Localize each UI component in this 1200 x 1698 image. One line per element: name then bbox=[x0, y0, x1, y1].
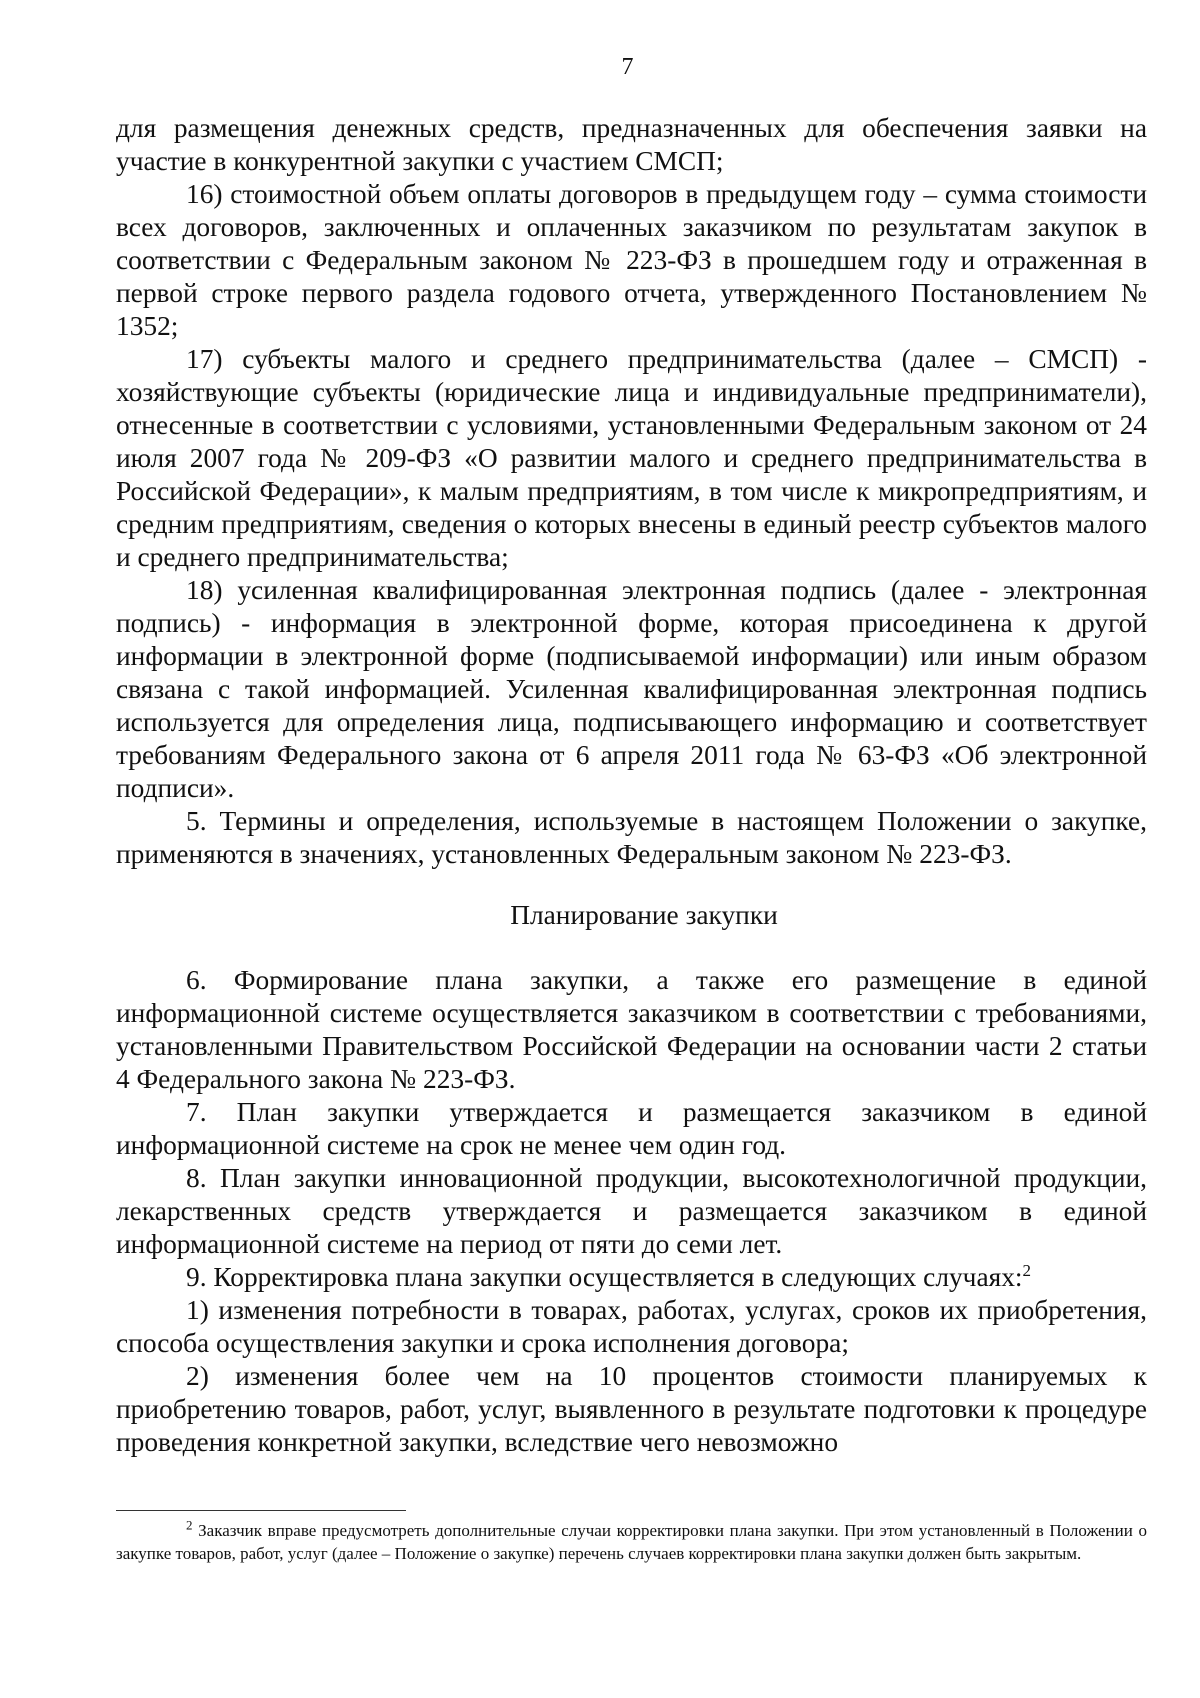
clause-6: 6. Формирование плана закупки, а также его размещение в единой информационной системе осуществляется заказчиком в соответствии с требованиями, установленными Правительством Российской Федерации на основании части 2 статьи 4 Федерального закона № 223-ФЗ. bbox=[116, 965, 1147, 1094]
footnote-separator bbox=[116, 1510, 406, 1511]
footnote-marker: 2 bbox=[186, 1517, 193, 1533]
section-heading: Планирование закупки bbox=[510, 900, 778, 930]
footnote-2 bbox=[116, 1519, 1147, 1565]
clause-7: 7. План закупки утверждается и размещается заказчиком в единой информационной системе на срок не менее чем один год. bbox=[116, 1097, 1147, 1160]
clause-9-item-1: 1) изменения потребности в товарах, работах, услугах, сроков их приобретения, способа осуществления закупки и срока исполнения договора; bbox=[116, 1295, 1147, 1358]
clause-9-item-2: 2) изменения более чем на 10 процентов стоимости планируемых к приобретению товаров, работ, услуг, выявленного в результате подготовки к процедуре проведения конкретной закупки, вследствие чего невозможно bbox=[116, 1361, 1147, 1457]
footnotes bbox=[116, 1519, 1147, 1565]
definition-18: 18) усиленная квалифицированная электронная подпись (далее - электронная подпись) - информация в электронной форме, которая присоединена к другой информации в электронной форме (подписываемой информации) или иным образом связана с такой информацией. Усиленная квалифицированная электронная подпись используется для определения лица, подписывающего информацию и соответствует требованиям Федерального закона от 6 апреля 2011 года № 63-ФЗ «Об электронной подписи». bbox=[116, 575, 1147, 803]
footnote-reference: 2 bbox=[1022, 1260, 1032, 1280]
footnote-text: Заказчик вправе предусмотреть дополнительные случаи корректировки плана закупки. При этом установленный в Положении о закупке товаров, работ, услуг (далее – Положение о закупке) перечень случаев корректировки плана закупки должен быть закрытым. bbox=[116, 1521, 1147, 1563]
document-body bbox=[116, 112, 1147, 1459]
clause-5: 5. Термины и определения, используемые в настоящем Положении о закупке, применяются в значениях, установленных Федеральным законом № 223-ФЗ. bbox=[116, 806, 1147, 869]
clause-9 bbox=[116, 1261, 1147, 1294]
page-number: 7 bbox=[621, 54, 634, 80]
paragraph-continuation: для размещения денежных средств, предназначенных для обеспечения заявки на участие в конкурентной закупки с участием СМСП; bbox=[116, 113, 1147, 176]
definition-16: 16) стоимостной объем оплаты договоров в предыдущем году – сумма стоимости всех договоров, заключенных и оплаченных заказчиком по результатам закупок в соответствии с Федеральным законом № 223-ФЗ в прошедшем году и отраженная в первой строке первого раздела годового отчета, утвержденного Постановлением № 1352; bbox=[116, 179, 1147, 341]
clause-8: 8. План закупки инновационной продукции, высокотехнологичной продукции, лекарственных средств утверждается и размещается заказчиком в единой информационной системе на период от пяти до семи лет. bbox=[116, 1163, 1147, 1259]
clause-9-text: 9. Корректировка плана закупки осуществляется в следующих случаях: bbox=[186, 1262, 1023, 1292]
definition-17: 17) субъекты малого и среднего предпринимательства (далее – СМСП) - хозяйствующие субъекты (юридические лица и индивидуальные предприниматели), отнесенные в соответствии с условиями, установленными Федеральным законом от 24 июля 2007 года № 209-ФЗ «О развитии малого и среднего предпринимательства в Российской Федерации», к малым предприятиям, в том числе к микропредприятиям, и средним предприятиям, сведения о которых внесены в единый реестр субъектов малого и среднего предпринимательства; bbox=[116, 344, 1147, 572]
